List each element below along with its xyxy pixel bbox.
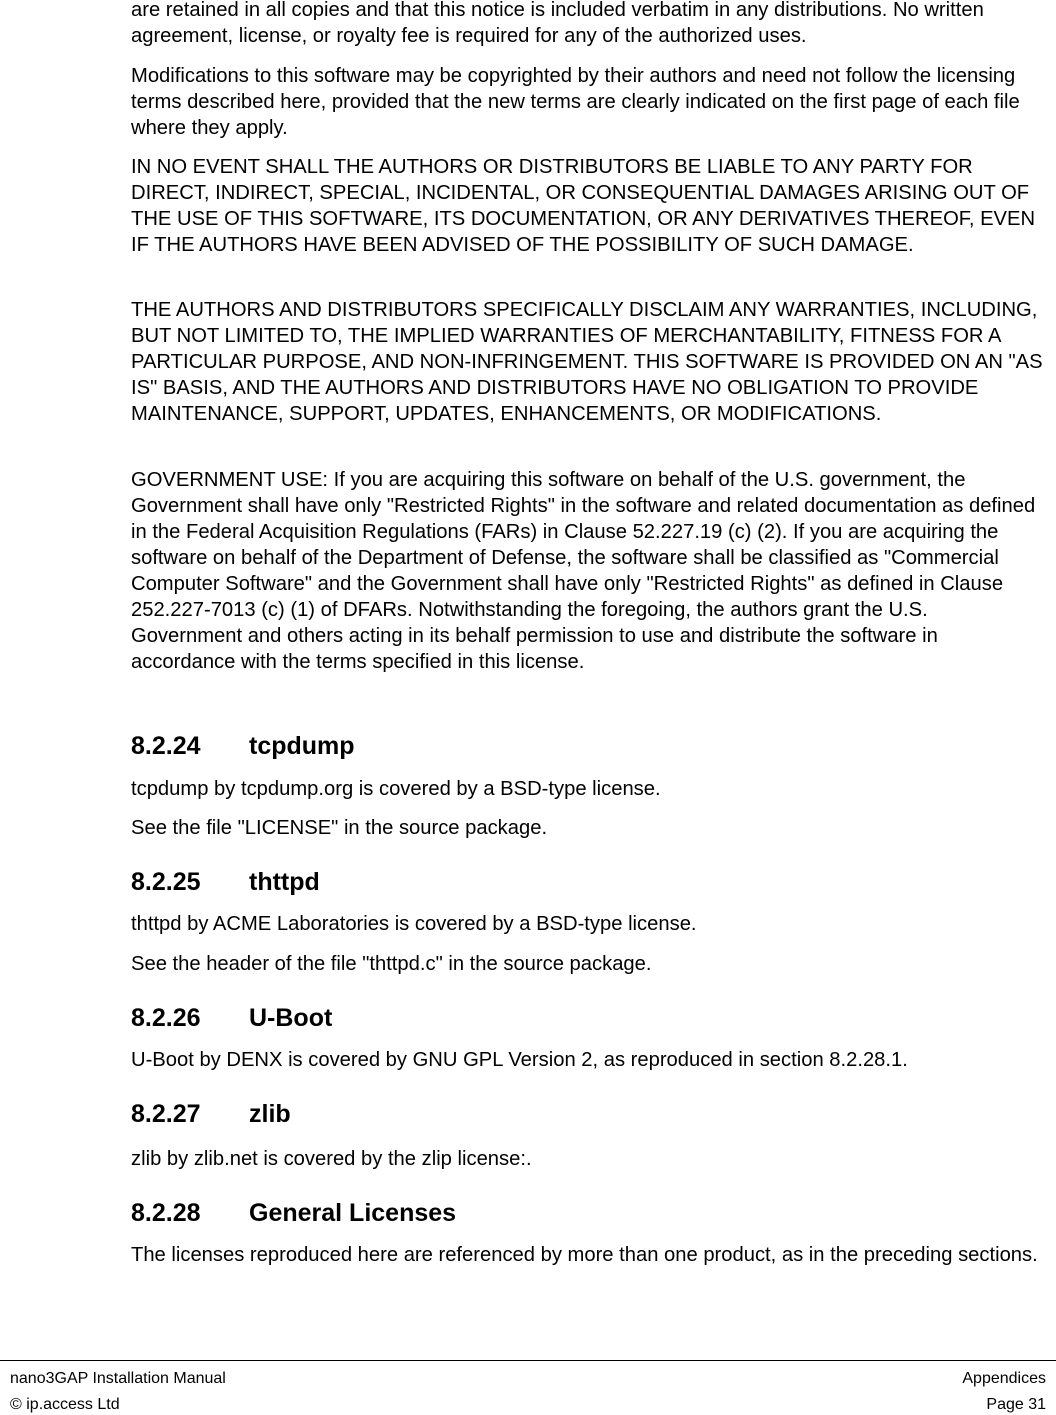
- heading-title: zlib: [249, 1100, 291, 1128]
- paragraph-tcpdump-license: tcpdump by tcpdump.org is covered by a BSD-type license.: [131, 778, 661, 800]
- paragraph-modifications: Modifications to this software may be copyrighted by their authors and need not follow the licensing terms described here, provided that the new terms are clearly indicated on the first page of each file where they apply.: [131, 65, 1020, 139]
- heading-title: U-Boot: [249, 1004, 333, 1032]
- heading-number: 8.2.27: [131, 1100, 201, 1128]
- heading-number: 8.2.28: [131, 1199, 201, 1227]
- paragraph-license-retention: are retained in all copies and that this notice is included verbatim in any distributions. No written agreement, license, or royalty fee is required for any of the authorized uses.: [131, 0, 984, 47]
- heading-number: 8.2.25: [131, 868, 201, 896]
- paragraph-thttpd-source: See the header of the file "thttpd.c" in the source package.: [131, 953, 652, 975]
- heading-uboot: [131, 1003, 332, 1033]
- paragraph-warranty-disclaimer: THE AUTHORS AND DISTRIBUTORS SPECIFICALLY DISCLAIM ANY WARRANTIES, INCLUDING, BUT NOT LIMITED TO, THE IMPLIED WARRANTIES OF MERCHANTABILITY, FITNESS FOR A PARTICULAR PURPOSE, AND NON-INFRINGEMENT. THIS SOFTWARE IS PROVIDED ON AN "AS IS" BASIS, AND THE AUTHORS AND DISTRIBUTORS HAVE NO OBLIGATION TO PROVIDE MAINTENANCE, SUPPORT, UPDATES, ENHANCEMENTS, OR MODIFICATIONS.: [131, 299, 1043, 425]
- heading-title: thttpd: [249, 868, 320, 896]
- paragraph-uboot-license: U-Boot by DENX is covered by GNU GPL Version 2, as reproduced in section 8.2.28.1.: [131, 1049, 908, 1071]
- heading-general-licenses: [131, 1198, 456, 1228]
- paragraph-liability: IN NO EVENT SHALL THE AUTHORS OR DISTRIBUTORS BE LIABLE TO ANY PARTY FOR DIRECT, INDIRECT, SPECIAL, INCIDENTAL, OR CONSEQUENTIAL DAMAGES ARISING OUT OF THE USE OF THIS SOFTWARE, ITS DOCUMENTATION, OR ANY DERIVATIVES THEREOF, EVEN IF THE AUTHORS HAVE BEEN ADVISED OF THE POSSIBILITY OF SUCH DAMAGE.: [131, 156, 1036, 256]
- footer-doc-title: nano3GAP Installation Manual: [10, 1370, 226, 1387]
- paragraph-tcpdump-source: See the file "LICENSE" in the source package.: [131, 817, 548, 839]
- heading-tcpdump: [131, 731, 355, 761]
- footer-copyright: © ip.access Ltd: [10, 1396, 120, 1413]
- paragraph-government-use: GOVERNMENT USE: If you are acquiring this software on behalf of the U.S. government, the Government shall have only "Restricted Rights" in the software and related documentation as defined in the Federal Acquisition Regulations (FARs) in Clause 52.227.19 (c) (2). If you are acquiring the software on behalf of the Department of Defense, the software shall be classified as "Commercial Computer Software" and the Government shall have only "Restricted Rights" as defined in Clause 252.227-7013 (c) (1) of DFARs. Notwithstanding the foregoing, the authors grant the U.S. Government and others acting in its behalf permission to use and distribute the software in accordance with the terms specified in this license.: [131, 469, 1036, 673]
- heading-number: 8.2.26: [131, 1004, 201, 1032]
- heading-title: tcpdump: [249, 732, 355, 760]
- footer-page-number: Page 31: [986, 1396, 1046, 1413]
- footer-section: Appendices: [962, 1370, 1046, 1387]
- heading-thttpd: [131, 867, 320, 897]
- heading-number: 8.2.24: [131, 732, 201, 760]
- footer-divider: [0, 1360, 1056, 1361]
- heading-title: General Licenses: [249, 1199, 457, 1227]
- paragraph-zlib-license: zlib by zlib.net is covered by the zlip license:.: [131, 1148, 532, 1170]
- paragraph-general-licenses: The licenses reproduced here are referenced by more than one product, as in the preceding sections.: [131, 1244, 1038, 1266]
- paragraph-thttpd-license: thttpd by ACME Laboratories is covered by a BSD-type license.: [131, 913, 697, 935]
- heading-zlib: [131, 1099, 291, 1129]
